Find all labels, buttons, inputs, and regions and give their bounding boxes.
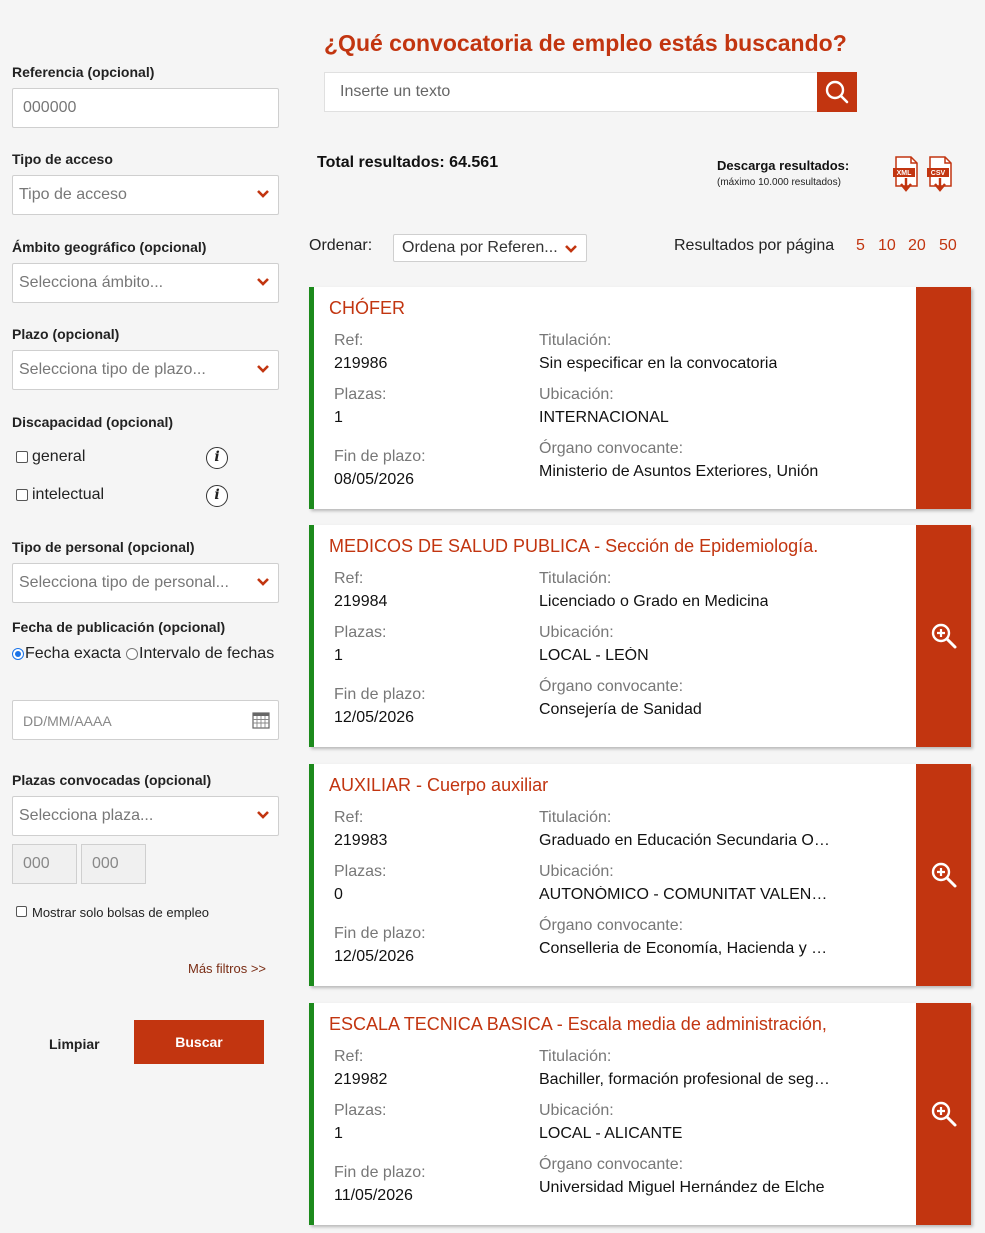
plazas-min-input[interactable]: 000	[12, 844, 77, 884]
organo-label: Órgano convocante:	[539, 678, 684, 695]
result-card[interactable]	[309, 287, 971, 509]
result-card[interactable]	[309, 764, 971, 986]
chevron-down-icon	[256, 188, 270, 200]
search-input[interactable]: Inserte un texto	[324, 72, 818, 112]
ubicacion-label: Ubicación:	[539, 386, 614, 403]
fecha-exacta-radio[interactable]	[12, 648, 24, 660]
csv-format-label: CSV	[930, 170, 946, 177]
general-label: general	[32, 448, 86, 465]
organo-value: Conselleria de Economía, Hacienda y …	[539, 940, 828, 957]
organo-label: Órgano convocante:	[539, 440, 684, 457]
ref-label: Ref:	[334, 809, 364, 826]
titulacion-label: Titulación:	[539, 809, 612, 826]
titulacion-value: Licenciado o Grado en Medicina	[539, 593, 769, 610]
card-detail-panel[interactable]	[916, 287, 971, 509]
ref-value: 219982	[334, 1071, 388, 1088]
csv-download-icon[interactable]	[926, 156, 954, 192]
order-label: Ordenar:	[309, 237, 373, 254]
ubicacion-value: LOCAL - LEÓN	[539, 647, 649, 664]
discapacidad-label: Discapacidad (opcional)	[12, 414, 174, 430]
referencia-label: Referencia (opcional)	[12, 64, 155, 80]
tipo-personal-label: Tipo de personal (opcional)	[12, 539, 195, 555]
chevron-down-icon	[564, 243, 578, 255]
ref-label: Ref:	[334, 1048, 364, 1065]
tipo-acceso-value: Tipo de acceso	[19, 186, 127, 203]
per-page-5[interactable]: 5	[856, 237, 865, 254]
plazas-value: 0	[334, 886, 343, 903]
calendar-icon[interactable]	[252, 711, 270, 729]
per-page-20[interactable]: 20	[908, 237, 926, 254]
fecha-input[interactable]	[12, 700, 279, 740]
card-title[interactable]: ESCALA TECNICA BASICA - Escala media de administración,	[329, 1014, 827, 1034]
plazo-select[interactable]	[12, 350, 279, 390]
page-title: ¿Qué convocatoria de empleo estás buscando?	[324, 30, 847, 56]
intervalo-fechas-radio[interactable]	[126, 648, 138, 660]
tipo-acceso-label: Tipo de acceso	[12, 151, 113, 167]
ref-value: 219986	[334, 355, 388, 372]
zoom-in-icon[interactable]	[930, 861, 958, 889]
clear-button[interactable]: Limpiar	[49, 1036, 100, 1052]
download-title: Descarga resultados:	[717, 158, 850, 173]
fin-plazo-value: 12/05/2026	[334, 709, 415, 726]
fin-plazo-label: Fin de plazo:	[334, 1164, 426, 1181]
ref-value: 219984	[334, 593, 388, 610]
search-submit-button[interactable]: Buscar	[134, 1020, 264, 1064]
plazas-label: Plazas:	[334, 1102, 387, 1119]
card-title[interactable]: AUXILIAR - Cuerpo auxiliar	[329, 775, 549, 795]
tipo-personal-select[interactable]	[12, 563, 279, 603]
plazas-label: Plazas:	[334, 624, 387, 641]
organo-label: Órgano convocante:	[539, 1156, 684, 1173]
fecha-exacta-label: Fecha exacta	[25, 645, 122, 662]
ambito-label: Ámbito geográfico (opcional)	[12, 239, 207, 255]
result-card[interactable]	[309, 1003, 971, 1225]
plazas-max-input[interactable]: 000	[81, 844, 146, 884]
bolsas-checkbox[interactable]	[16, 906, 27, 917]
titulacion-value: Sin especificar en la convocatoria	[539, 355, 778, 372]
titulacion-value: Bachiller, formación profesional de seg…	[539, 1071, 830, 1088]
card-title[interactable]: MEDICOS DE SALUD PUBLICA - Sección de Epidemiología.	[329, 536, 819, 556]
ref-value: 219983	[334, 832, 388, 849]
organo-value: Ministerio de Asuntos Exteriores, Unión	[539, 463, 819, 480]
card-detail-panel[interactable]	[916, 1003, 971, 1225]
ambito-value: Selecciona ámbito...	[19, 274, 164, 291]
result-card[interactable]	[309, 525, 971, 747]
ubicacion-label: Ubicación:	[539, 863, 614, 880]
plazo-label: Plazo (opcional)	[12, 326, 120, 342]
plazas-label: Plazas convocadas (opcional)	[12, 772, 212, 788]
intervalo-fechas-label: Intervalo de fechas	[139, 645, 275, 662]
fin-plazo-label: Fin de plazo:	[334, 448, 426, 465]
xml-format-label: XML	[896, 170, 912, 177]
chevron-down-icon	[256, 809, 270, 821]
ubicacion-value: AUTONÓMICO - COMUNITAT VALEN…	[539, 886, 828, 903]
fecha-publicacion-label: Fecha de publicación (opcional)	[12, 619, 226, 635]
download-subtitle: (máximo 10.000 resultados)	[717, 177, 841, 188]
chevron-down-icon	[256, 576, 270, 588]
organo-value: Consejería de Sanidad	[539, 701, 702, 718]
fecha-placeholder: DD/MM/AAAA	[23, 713, 112, 729]
order-value: Ordena por Referen...	[402, 239, 558, 256]
ref-label: Ref:	[334, 332, 364, 349]
info-icon[interactable]: i	[206, 447, 228, 469]
fin-plazo-value: 11/05/2026	[334, 1187, 413, 1204]
ubicacion-label: Ubicación:	[539, 1102, 614, 1119]
fin-plazo-value: 08/05/2026	[334, 471, 415, 488]
plazas-value: 1	[334, 1125, 343, 1142]
plazo-value: Selecciona tipo de plazo...	[19, 361, 206, 378]
bolsas-label: Mostrar solo bolsas de empleo	[32, 905, 210, 920]
chevron-down-icon	[256, 276, 270, 288]
ubicacion-value: INTERNACIONAL	[539, 409, 669, 426]
plazas-value: Selecciona plaza...	[19, 807, 154, 824]
plazas-value: 1	[334, 647, 343, 664]
intelectual-checkbox[interactable]	[16, 489, 28, 501]
order-select[interactable]	[393, 234, 587, 262]
fin-plazo-value: 12/05/2026	[334, 948, 415, 965]
tipo-personal-value: Selecciona tipo de personal...	[19, 574, 229, 591]
ambito-select[interactable]	[12, 263, 279, 303]
chevron-down-icon	[256, 363, 270, 375]
fin-plazo-label: Fin de plazo:	[334, 925, 426, 942]
search-button[interactable]	[817, 72, 857, 112]
plazas-select[interactable]	[12, 796, 279, 836]
plazas-label: Plazas:	[334, 386, 387, 403]
info-icon[interactable]: i	[206, 485, 228, 507]
more-filters-link[interactable]: Más filtros >>	[188, 961, 267, 976]
organo-label: Órgano convocante:	[539, 917, 684, 934]
tipo-acceso-select[interactable]	[12, 175, 279, 215]
zoom-in-icon[interactable]	[930, 622, 958, 650]
zoom-in-icon[interactable]	[930, 1100, 958, 1128]
ref-label: Ref:	[334, 570, 364, 587]
referencia-input[interactable]: 000000	[12, 88, 279, 128]
per-page-50[interactable]: 50	[939, 237, 957, 254]
titulacion-label: Titulación:	[539, 570, 612, 587]
fin-plazo-label: Fin de plazo:	[334, 686, 426, 703]
plazas-value: 1	[334, 409, 343, 426]
card-title[interactable]: CHÓFER	[329, 298, 405, 318]
total-results: Total resultados: 64.561	[317, 154, 499, 171]
xml-download-icon[interactable]	[892, 156, 920, 192]
organo-value: Universidad Miguel Hernández de Elche	[539, 1179, 825, 1196]
ubicacion-value: LOCAL - ALICANTE	[539, 1125, 683, 1142]
card-detail-panel[interactable]	[916, 764, 971, 986]
titulacion-label: Titulación:	[539, 332, 612, 349]
search-icon	[817, 72, 857, 112]
general-checkbox[interactable]	[16, 451, 28, 463]
titulacion-value: Graduado en Educación Secundaria O…	[539, 832, 830, 849]
plazas-label: Plazas:	[334, 863, 387, 880]
titulacion-label: Titulación:	[539, 1048, 612, 1065]
per-page-label: Resultados por página	[674, 237, 835, 254]
per-page-10[interactable]: 10	[878, 237, 896, 254]
card-detail-panel[interactable]	[916, 525, 971, 747]
intelectual-label: intelectual	[32, 486, 105, 503]
ubicacion-label: Ubicación:	[539, 624, 614, 641]
